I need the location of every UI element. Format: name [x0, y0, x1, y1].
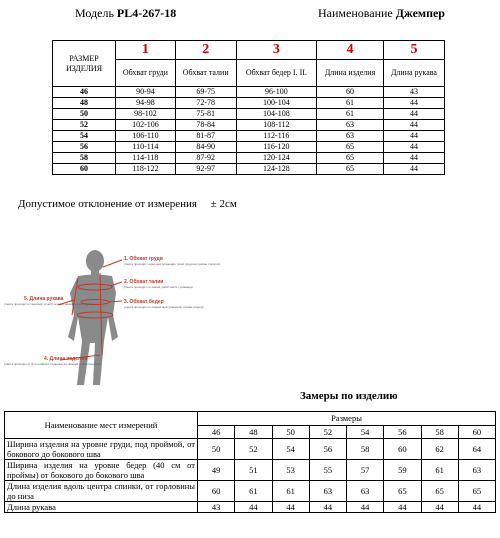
- size-column-header: 50: [272, 425, 309, 439]
- size-row: [53, 153, 445, 164]
- size-header-cell: РАЗМЕР ИЗДЕЛИЯ: [53, 41, 116, 87]
- size-column-header: 52: [309, 425, 346, 439]
- measure-value: 65: [458, 481, 495, 502]
- measure-value: 57: [347, 460, 384, 481]
- measure-value: 49: [198, 460, 235, 481]
- measure-value: 59: [384, 460, 421, 481]
- measure-cell: 96-100: [236, 87, 317, 98]
- size-row: [53, 98, 445, 109]
- measure-cell: 44: [383, 131, 444, 142]
- measure-value: 55: [309, 460, 346, 481]
- size-row: [53, 131, 445, 142]
- measure-cell: 44: [383, 109, 444, 120]
- name-label: Наименование: [318, 6, 393, 20]
- measure-row: [5, 460, 496, 481]
- measure-cell: 44: [383, 164, 444, 175]
- size-column-header: 56: [384, 425, 421, 439]
- callout-note: (лента проходит через выступающие точки груди на уровне лопаток): [124, 262, 220, 266]
- measure-value: 61: [235, 481, 272, 502]
- measure-cell: 110-114: [116, 142, 176, 153]
- product-name-heading: [318, 6, 445, 21]
- measure-value: 64: [458, 439, 495, 460]
- measure-cell: 63: [317, 120, 384, 131]
- measure-cell: 78-84: [175, 120, 236, 131]
- callout-title: 3. Обхват бедер: [124, 299, 164, 305]
- measure-value: 54: [272, 439, 309, 460]
- measure-value: 44: [272, 502, 309, 513]
- measure-value: 60: [198, 481, 235, 502]
- measure-rows: [5, 439, 496, 513]
- measure-value: 52: [235, 439, 272, 460]
- measure-cell: 106-110: [116, 131, 176, 142]
- measure-name: Длина рукава: [5, 502, 198, 513]
- size-column-header: 46: [198, 425, 235, 439]
- measure-cell: 65: [317, 164, 384, 175]
- measure-cell: 60: [317, 87, 384, 98]
- size-rows: [53, 87, 445, 175]
- measure-value: 43: [198, 502, 235, 513]
- measure-cell: 63: [317, 131, 384, 142]
- size-column-header: 60: [458, 425, 495, 439]
- measure-value: 53: [272, 460, 309, 481]
- measure-cell: 65: [317, 142, 384, 153]
- measure-value: 65: [384, 481, 421, 502]
- measure-cell: 44: [383, 153, 444, 164]
- measure-cell: 44: [383, 98, 444, 109]
- tolerance-text: Допустимое отклонение от измерения: [18, 198, 197, 210]
- measurements-title: Замеры по изделию: [300, 390, 398, 402]
- callout-title: 5. Длина рукава: [24, 296, 64, 302]
- measure-row: [5, 439, 496, 460]
- size-cell: 58: [53, 153, 116, 164]
- size-cell: 54: [53, 131, 116, 142]
- measure-value: 44: [309, 502, 346, 513]
- size-row: [53, 87, 445, 98]
- col-label: Длина изделия: [317, 60, 384, 87]
- measure-cell: 61: [317, 109, 384, 120]
- measure-cell: 100-104: [236, 98, 317, 109]
- measure-cell: 116-120: [236, 142, 317, 153]
- garment-measurements-table: [4, 411, 496, 513]
- measure-value: 63: [458, 460, 495, 481]
- measure-cell: 118-122: [116, 164, 176, 175]
- measure-cell: 104-108: [236, 109, 317, 120]
- tolerance-note: [18, 198, 237, 210]
- measure-cell: 87-92: [175, 153, 236, 164]
- tolerance-value: ± 2см: [210, 198, 237, 210]
- size-row: [53, 109, 445, 120]
- measure-cell: 112-116: [236, 131, 317, 142]
- measure-value: 51: [235, 460, 272, 481]
- callout-title: 4. Длина изделия: [44, 356, 88, 362]
- col-number: 3: [236, 41, 317, 60]
- col-label: Обхват груди: [116, 60, 176, 87]
- measure-name: Ширина изделия на уровне груди, под проймой, от бокового до бокового шва: [5, 439, 198, 460]
- col-label: Длина рукава: [383, 60, 444, 87]
- measure-cell: 94-98: [116, 98, 176, 109]
- col-number: 4: [317, 41, 384, 60]
- measure-cell: 108-112: [236, 120, 317, 131]
- measure-value: 44: [421, 502, 458, 513]
- col-number: 1: [116, 41, 176, 60]
- measure-value: 61: [421, 460, 458, 481]
- measure-cell: 81-87: [175, 131, 236, 142]
- callout-note: (лента проходит от 6-го шейного позвонка до нижней точки изделия): [4, 362, 100, 366]
- measure-cell: 124-128: [236, 164, 317, 175]
- callout-note: (лента проходит от высшей точки плеча до нижнего края рукава): [4, 302, 95, 306]
- body-measurement-figure: [0, 245, 220, 390]
- measure-name-header: Наименование мест измерений: [5, 412, 198, 439]
- measure-value: 62: [421, 439, 458, 460]
- measure-cell: 61: [317, 98, 384, 109]
- measure-value: 65: [421, 481, 458, 502]
- sizes-header: Размеры: [198, 412, 496, 426]
- measure-row: [5, 502, 496, 513]
- model-heading: [75, 6, 176, 21]
- measure-value: 63: [309, 481, 346, 502]
- measure-cell: 114-118: [116, 153, 176, 164]
- callout-title: 1. Обхват груди: [124, 256, 163, 262]
- measure-row: [5, 481, 496, 502]
- size-column-header: 58: [421, 425, 458, 439]
- model-label: Модель: [75, 6, 114, 20]
- measure-value: 44: [384, 502, 421, 513]
- callout-note: (лента проходит по самой узкой части туловища): [124, 285, 193, 289]
- measure-value: 60: [384, 439, 421, 460]
- measure-value: 44: [347, 502, 384, 513]
- measure-cell: 44: [383, 120, 444, 131]
- size-cell: 46: [53, 87, 116, 98]
- size-cell: 50: [53, 109, 116, 120]
- measure-value: 50: [198, 439, 235, 460]
- callout-note: (лента проходит по самым выступающим точкам ягодиц): [124, 305, 204, 309]
- model-code: PL4-267-18: [116, 6, 177, 20]
- measure-value: 63: [347, 481, 384, 502]
- size-cell: 60: [53, 164, 116, 175]
- measure-cell: 98-102: [116, 109, 176, 120]
- size-cell: 52: [53, 120, 116, 131]
- size-chart-table: [52, 40, 445, 175]
- measure-cell: 43: [383, 87, 444, 98]
- measure-cell: 44: [383, 142, 444, 153]
- size-column-header: 48: [235, 425, 272, 439]
- col-label: Обхват талии: [175, 60, 236, 87]
- measure-cell: 92-97: [175, 164, 236, 175]
- col-number: 5: [383, 41, 444, 60]
- measure-value: 58: [347, 439, 384, 460]
- measure-cell: 84-90: [175, 142, 236, 153]
- size-cell: 48: [53, 98, 116, 109]
- measure-value: 44: [458, 502, 495, 513]
- col-number: 2: [175, 41, 236, 60]
- size-row: [53, 164, 445, 175]
- measure-cell: 72-78: [175, 98, 236, 109]
- measure-name: Длина изделия вдоль центра спинки, от горловины до низа: [5, 481, 198, 502]
- body-figure-illustration: [0, 245, 220, 390]
- measure-cell: 120-124: [236, 153, 317, 164]
- measure-value: 61: [272, 481, 309, 502]
- size-row: [53, 120, 445, 131]
- size-row: [53, 142, 445, 153]
- measure-cell: 69-75: [175, 87, 236, 98]
- measure-value: 44: [235, 502, 272, 513]
- measure-cell: 90-94: [116, 87, 176, 98]
- measure-value: 56: [309, 439, 346, 460]
- measure-name: Ширина изделия на уровне бедер (40 см от проймы) от бокового до бокового шва: [5, 460, 198, 481]
- measure-cell: 102-106: [116, 120, 176, 131]
- size-cell: 56: [53, 142, 116, 153]
- measure-cell: 65: [317, 153, 384, 164]
- name-value: Джемпер: [395, 6, 445, 20]
- callout-title: 2. Обхват талии: [124, 279, 164, 285]
- measure-cell: 75-81: [175, 109, 236, 120]
- col-label: Обхват бедер I. II.: [236, 60, 317, 87]
- size-column-header: 54: [347, 425, 384, 439]
